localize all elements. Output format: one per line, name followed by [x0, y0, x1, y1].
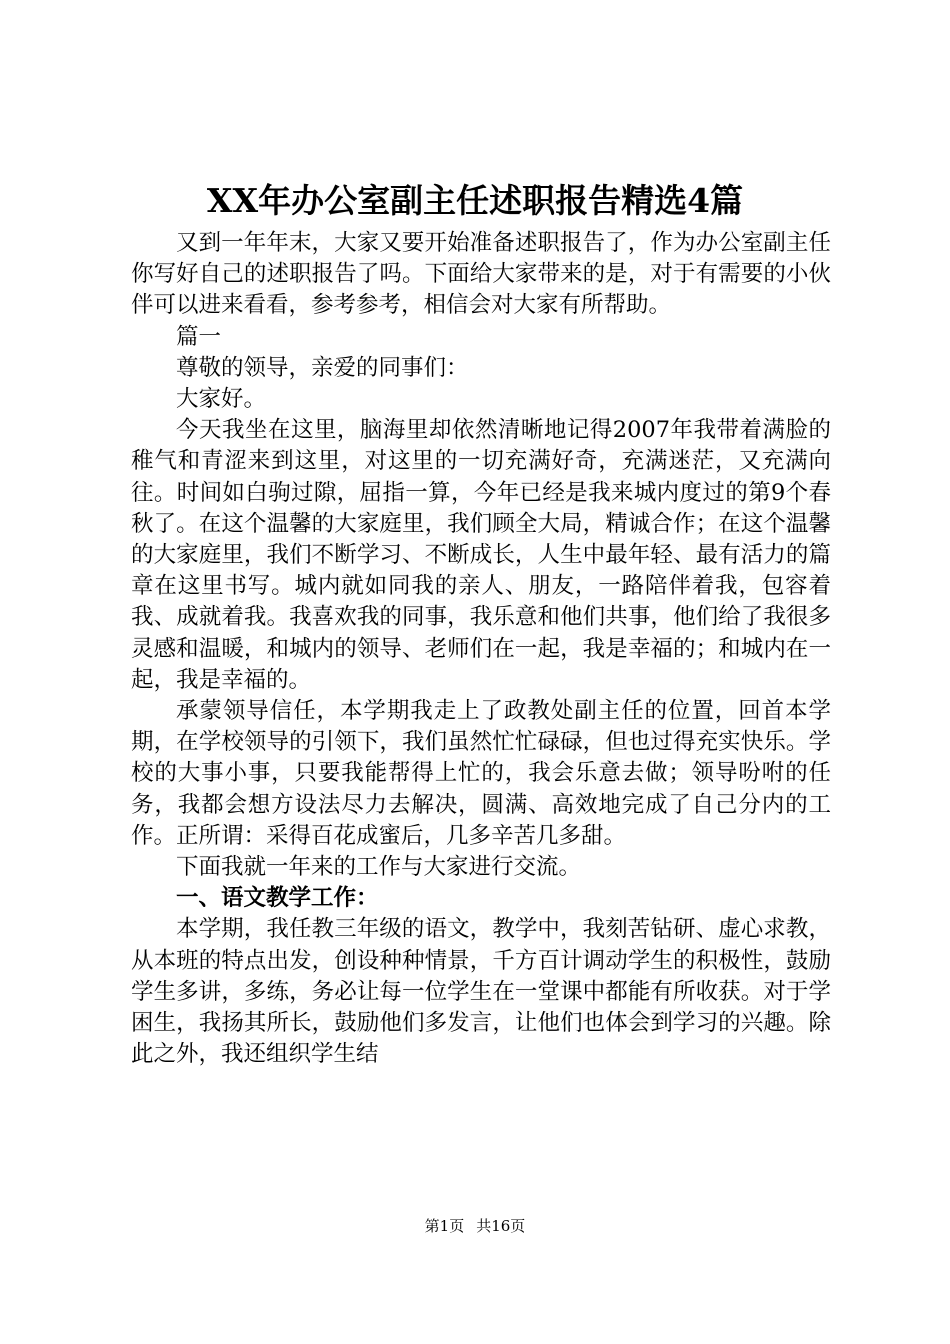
page-footer: [0, 1216, 950, 1236]
paragraph-body: 本学期，我任教三年级的语文，教学中，我刻苦钻研、虚心求教，从本班的特点出发，创设种种情景，千方百计调动学生的积极性，鼓励学生多讲，多练，务必让每一位学生在一堂课中都能有所收获。对于学困生，我扬其所长，鼓励他们多发言，让他们也体会到学习的兴趣。除此之外，我还组织学生结: [131, 916, 831, 1068]
paragraph-body: 今天我坐在这里，脑海里却依然清晰地记得2007年我带着满脸的稚气和青涩来到这里，对这里的一切充满好奇，充满迷茫，又充满向往。时间如白驹过隙，屈指一算，今年已经是我来城内度过的第9个春秋了。在这个温馨的大家庭里，我们顾全大局，精诚合作；在这个温馨的大家庭里，我们不断学习、不断成长，人生中最年轻、最有活力的篇章在这里书写。城内就如同我的亲人、朋友，一路陪伴着我，包容着我、成就着我。我喜欢我的同事，我乐意和他们共事，他们给了我很多灵感和温暖，和城内的领导、老师们在一起，我是幸福的；和城内在一起，我是幸福的。: [131, 417, 831, 693]
section-label: 篇一: [176, 323, 222, 350]
paragraph-body: 承蒙领导信任，本学期我走上了政教处副主任的位置，回首本学期，在学校领导的引领下，我们虽然忙忙碌碌，但也过得充实快乐。学校的大事小事，只要我能帮得上忙的，我会乐意去做；领导吩咐的任务，我都会想方设法尽力去解决，圆满、高效地完成了自己分内的工作。正所谓：采得百花成蜜后，几多辛苦几多甜。: [131, 698, 831, 849]
document-title: XX年办公室副主任述职报告精选4篇: [206, 181, 744, 220]
document-body: [131, 228, 831, 1070]
paragraph-intro: 又到一年年末，大家又要开始准备述职报告了，作为办公室副主任你写好自己的述职报告了吗。下面给大家带来的是，对于有需要的小伙伴可以进来看看，参考参考，相信会对大家有所帮助。: [131, 230, 831, 319]
paragraph-body: 下面我就一年来的工作与大家进行交流。: [176, 854, 582, 881]
greeting: 大家好。: [176, 386, 267, 413]
section-heading: 一、语文教学工作：: [176, 885, 379, 912]
salutation: 尊敬的领导，亲爱的同事们：: [176, 354, 469, 381]
page-number: 第1页: [424, 1217, 465, 1235]
page-total: 共16页: [476, 1217, 526, 1235]
